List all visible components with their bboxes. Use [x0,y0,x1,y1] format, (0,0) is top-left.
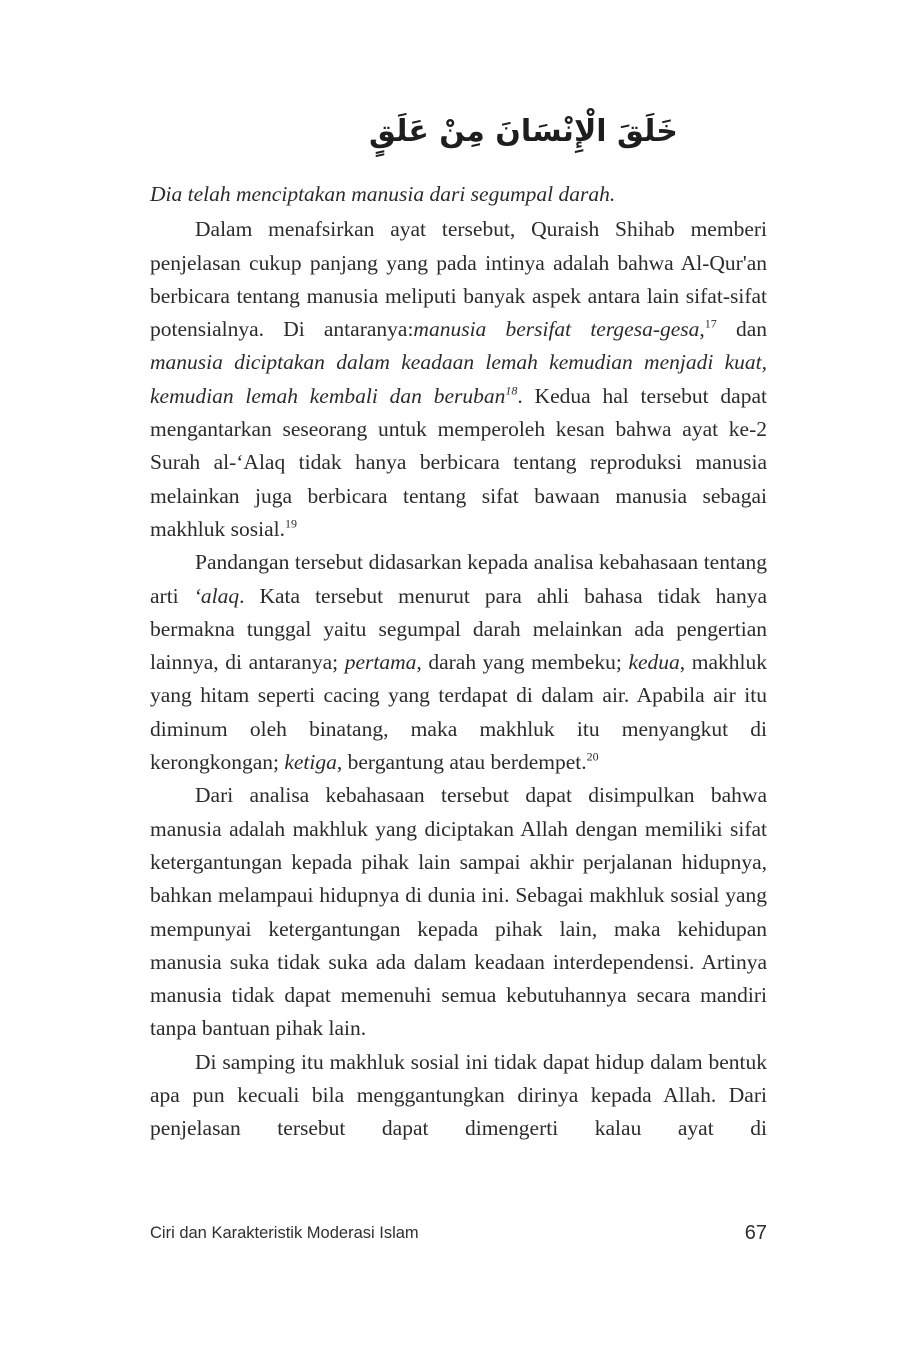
arabic-verse: خَلَقَ الْإِنْسَانَ مِنْ عَلَقٍ [369,114,678,149]
paragraph-3: Dari analisa kebahasaan tersebut dapat disimpulkan bahwa manusia adalah makhluk yang diciptakan Allah dengan memiliki sifat ketergantungan kepada pihak lain sampai akhir perjalanan hidupnya, bahkan melampaui hidupnya di dunia ini. Sebagai makhluk sosial yang mempunyai ketergantungan kepada pihak lain, maka kehidupan manusia suka tidak suka ada dalam keadaan interdependensi. Artinya manusia tidak dapat memenuhi semua kebutuhannya secara mandiri tanpa bantuan pihak lain. [150,783,767,1041]
p2-text-i: , bergantung atau berdempet. [336,750,587,775]
footnote-18: 18 [505,383,518,398]
p2-text-c: . Kata tersebut menurut para ahli bahasa tidak hanya bermakna tunggal yaitu segumpal darah melainkan ada pengertian lainnya, di antaranya; [150,583,767,675]
p1-text-a: Dalam menafsirkan ayat tersebut, Quraish Shihab memberi penjelasan cukup panjang yang pada intinya adalah bahwa Al-Qur'an berbicara tentang manusia meliputi banyak aspek antara lain sifat-sifat potensialnya. Di antaranya: [150,217,767,342]
p2-text-a: Pandangan tersebut didasarkan kepada analisa kebahasaan tentang arti [150,550,767,608]
p1-text-d: dan [716,317,767,342]
footnote-20: 20 [586,749,599,764]
p2-italic-d: pertama [344,650,417,675]
paragraph-1 [150,213,767,546]
p1-italic-b: manusia bersifat tergesa-gesa [413,317,700,342]
footnote-17: 17 [704,316,717,331]
footnote-19: 19 [284,516,297,531]
p2-italic-h: ketiga [284,750,337,775]
p1-text-f: . Kedua hal tersebut dapat mengantarkan seseorang untuk memperoleh kesan bahwa ayat ke-2 Surah al-‘Alaq tidak hanya berbicara tentang reproduksi manusia melainkan juga berbicara tentang sifat bawaan manusia sebagai makhluk sosial. [150,383,767,541]
running-footer-title: Ciri dan Karakteristik Moderasi Islam [150,1224,419,1242]
page-body [150,112,767,1146]
p1-text-c: , [699,317,705,342]
p2-italic-f: kedua [628,650,680,675]
page-footer [150,1222,767,1246]
p2-text-e: , darah yang membeku; [416,650,629,675]
p2-text-g: , makhluk yang hitam seperti cacing yang terdapat di dalam air. Apabila air itu diminum oleh binatang, maka makhluk itu menyangkut di kerongkongan; [150,650,767,775]
p2-italic-b: ‘alaq [193,583,240,608]
paragraph-2 [150,546,767,779]
p1-italic-e: manusia diciptakan dalam keadaan lemah kemudian menjadi kuat, kemudian lemah kembali dan beruban [150,350,767,408]
page-number: 67 [744,1222,767,1244]
paragraph-4: Di samping itu makhluk sosial ini tidak dapat hidup dalam bentuk apa pun kecuali bila menggantungkan dirinya kepada Allah. Dari penjelasan tersebut dapat dimengerti kalau ayat di [150,1049,767,1141]
verse-translation: Dia telah menciptakan manusia dari segumpal darah. [150,182,616,206]
